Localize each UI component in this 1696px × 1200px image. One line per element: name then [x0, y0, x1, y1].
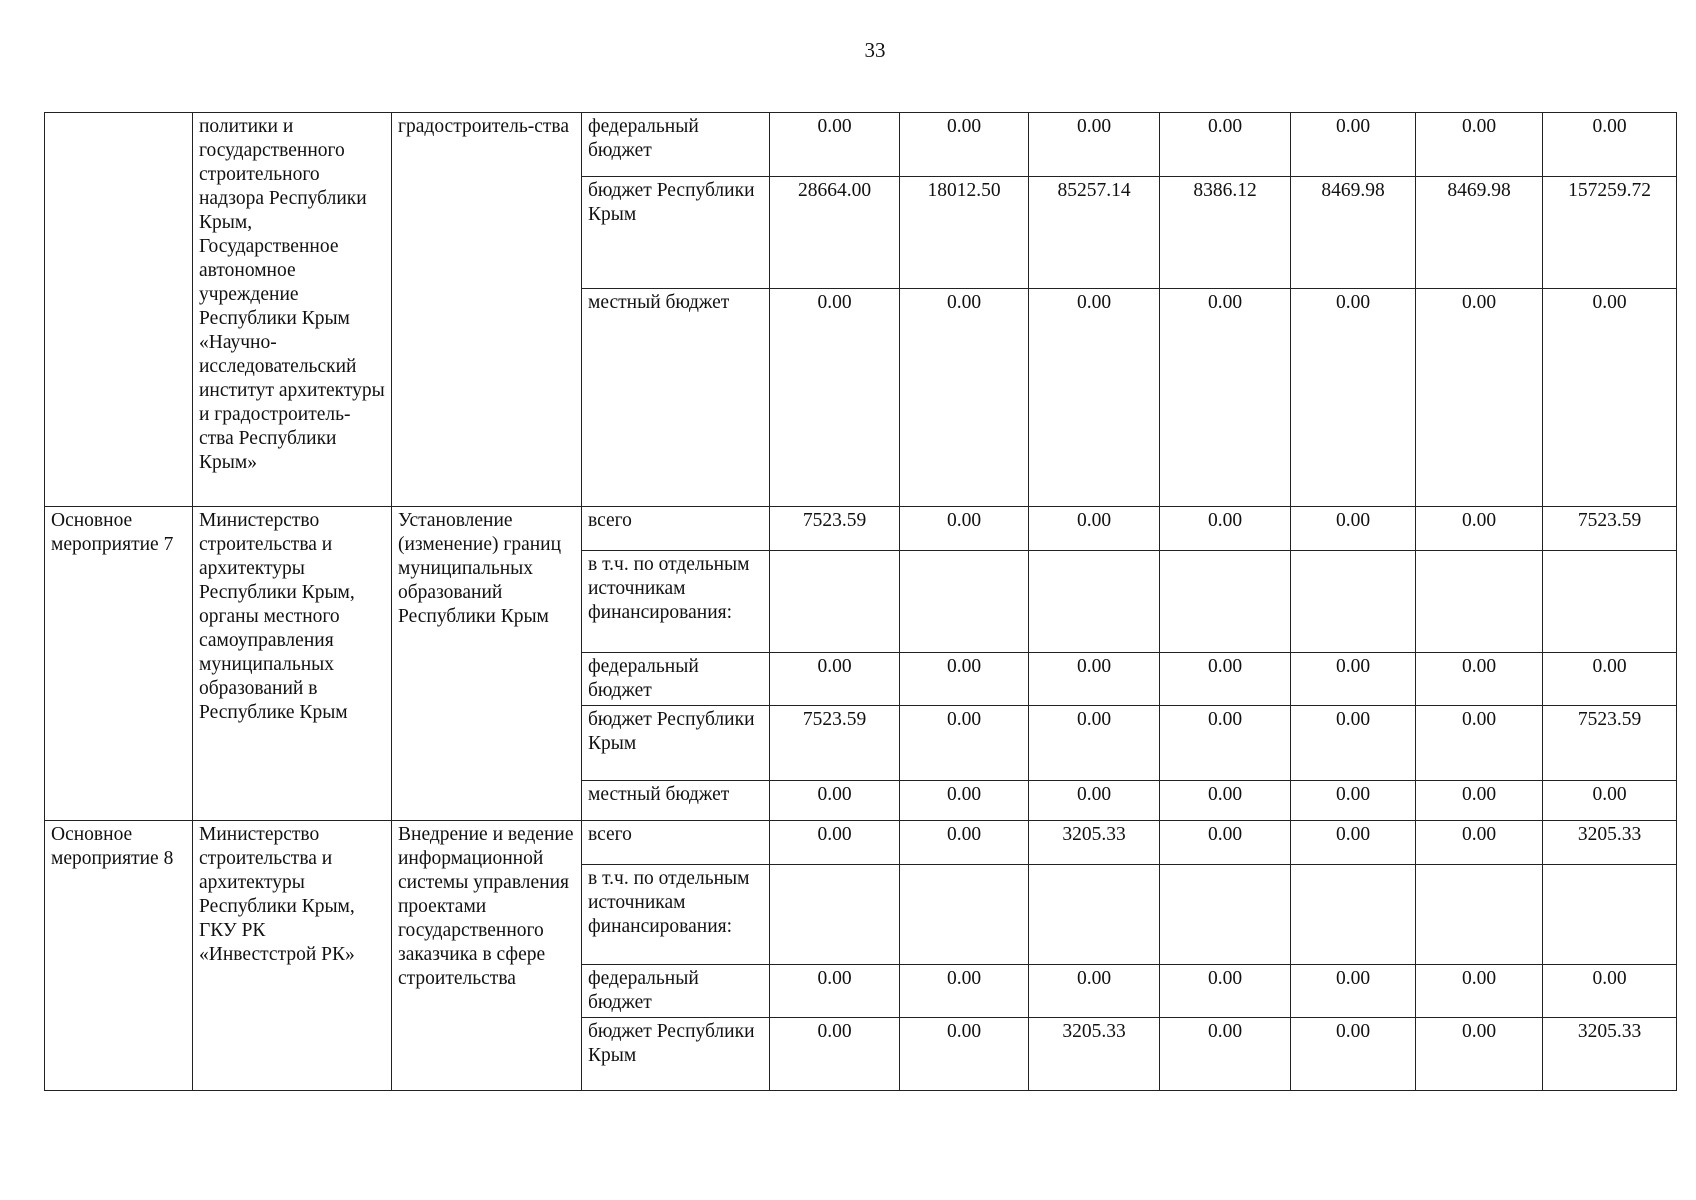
value-cell: 0.00 — [1160, 653, 1291, 706]
value-cell: 0.00 — [1029, 653, 1160, 706]
value-cell: 0.00 — [900, 706, 1029, 781]
value-cell: 8386.12 — [1160, 177, 1291, 289]
value-cell: 0.00 — [1029, 965, 1160, 1018]
total-value-cell: 3205.33 — [1543, 821, 1677, 865]
total-value-cell — [1543, 865, 1677, 965]
value-cell: 0.00 — [1416, 965, 1543, 1018]
value-cell: 0.00 — [900, 507, 1029, 551]
value-cell: 7523.59 — [770, 507, 900, 551]
value-cell: 0.00 — [1291, 113, 1416, 177]
value-cell — [1291, 551, 1416, 653]
event-cell: Основное мероприятие 8 — [45, 821, 193, 1091]
value-cell: 0.00 — [770, 965, 900, 1018]
executor-cell: Министерство строительства и архитектуры Республики Крым, ГКУ РК «Инвестстрой РК» — [193, 821, 392, 1091]
value-cell — [1291, 865, 1416, 965]
value-cell: 0.00 — [1160, 706, 1291, 781]
value-cell: 8469.98 — [1291, 177, 1416, 289]
value-cell: 0.00 — [1416, 113, 1543, 177]
value-cell: 0.00 — [1416, 507, 1543, 551]
total-value-cell: 0.00 — [1543, 781, 1677, 821]
value-cell: 0.00 — [1160, 289, 1291, 507]
value-cell: 0.00 — [1416, 781, 1543, 821]
value-cell: 0.00 — [1160, 965, 1291, 1018]
value-cell: 0.00 — [1291, 653, 1416, 706]
funding-source-cell: федеральный бюджет — [582, 113, 770, 177]
value-cell: 85257.14 — [1029, 177, 1160, 289]
funding-source-cell: всего — [582, 507, 770, 551]
funding-source-cell: бюджет Республики Крым — [582, 706, 770, 781]
executor-cell: политики и государственного строительного надзора Республики Крым, Государственное автономное учреждение Республики Крым «Научно-исследовательский институт архитектуры и градостроитель-ства Республики Крым» — [193, 113, 392, 507]
value-cell: 0.00 — [900, 965, 1029, 1018]
value-cell — [1029, 551, 1160, 653]
value-cell: 0.00 — [770, 289, 900, 507]
total-value-cell: 7523.59 — [1543, 706, 1677, 781]
value-cell — [1029, 865, 1160, 965]
value-cell: 0.00 — [1160, 507, 1291, 551]
value-cell: 0.00 — [900, 1018, 1029, 1091]
page-number: 33 — [864, 38, 886, 62]
executor-cell: Министерство строительства и архитектуры Республики Крым, органы местного самоуправления муниципальных образований в Республике Крым — [193, 507, 392, 821]
value-cell: 0.00 — [1291, 289, 1416, 507]
value-cell: 0.00 — [900, 821, 1029, 865]
total-value-cell: 3205.33 — [1543, 1018, 1677, 1091]
table-body — [45, 113, 1677, 1091]
value-cell — [770, 551, 900, 653]
value-cell: 0.00 — [1029, 781, 1160, 821]
value-cell — [770, 865, 900, 965]
value-cell: 3205.33 — [1029, 1018, 1160, 1091]
event-cell: Основное мероприятие 7 — [45, 507, 193, 821]
value-cell: 0.00 — [1291, 965, 1416, 1018]
funding-source-cell: в т.ч. по отдельным источникам финансирования: — [582, 551, 770, 653]
value-cell: 0.00 — [770, 113, 900, 177]
value-cell: 0.00 — [770, 653, 900, 706]
value-cell: 0.00 — [1160, 781, 1291, 821]
value-cell: 28664.00 — [770, 177, 900, 289]
value-cell: 18012.50 — [900, 177, 1029, 289]
total-value-cell: 157259.72 — [1543, 177, 1677, 289]
value-cell — [1160, 551, 1291, 653]
total-value-cell: 7523.59 — [1543, 507, 1677, 551]
value-cell — [900, 865, 1029, 965]
total-value-cell: 0.00 — [1543, 965, 1677, 1018]
value-cell: 0.00 — [1416, 289, 1543, 507]
funding-source-cell: бюджет Республики Крым — [582, 1018, 770, 1091]
value-cell: 0.00 — [1416, 653, 1543, 706]
value-cell: 0.00 — [770, 821, 900, 865]
value-cell — [1416, 865, 1543, 965]
activity-cell: градостроитель-ства — [392, 113, 582, 507]
activity-cell: Внедрение и ведение информационной системы управления проектами государственного заказчика в сфере строительства — [392, 821, 582, 1091]
total-value-cell: 0.00 — [1543, 289, 1677, 507]
value-cell: 0.00 — [770, 1018, 900, 1091]
value-cell — [1160, 865, 1291, 965]
value-cell: 8469.98 — [1416, 177, 1543, 289]
funding-source-cell: федеральный бюджет — [582, 653, 770, 706]
value-cell: 0.00 — [1291, 507, 1416, 551]
value-cell: 0.00 — [1291, 821, 1416, 865]
funding-source-cell: местный бюджет — [582, 781, 770, 821]
value-cell: 3205.33 — [1029, 821, 1160, 865]
value-cell: 0.00 — [1416, 821, 1543, 865]
value-cell — [900, 551, 1029, 653]
value-cell: 0.00 — [1029, 113, 1160, 177]
value-cell — [1416, 551, 1543, 653]
funding-source-cell: всего — [582, 821, 770, 865]
value-cell: 0.00 — [1416, 706, 1543, 781]
value-cell: 0.00 — [1291, 1018, 1416, 1091]
funding-source-cell: федеральный бюджет — [582, 965, 770, 1018]
total-value-cell: 0.00 — [1543, 113, 1677, 177]
value-cell: 0.00 — [1029, 507, 1160, 551]
value-cell: 0.00 — [900, 289, 1029, 507]
budget-table — [44, 112, 1677, 1091]
activity-cell: Установление (изменение) границ муниципальных образований Республики Крым — [392, 507, 582, 821]
table-row — [45, 507, 1677, 551]
total-value-cell: 0.00 — [1543, 653, 1677, 706]
value-cell: 0.00 — [900, 781, 1029, 821]
value-cell: 0.00 — [900, 113, 1029, 177]
value-cell: 0.00 — [1416, 1018, 1543, 1091]
value-cell: 0.00 — [1160, 113, 1291, 177]
value-cell: 0.00 — [1291, 706, 1416, 781]
value-cell: 0.00 — [770, 781, 900, 821]
table-row — [45, 113, 1677, 177]
event-cell — [45, 113, 193, 507]
value-cell: 0.00 — [1160, 821, 1291, 865]
value-cell: 7523.59 — [770, 706, 900, 781]
table-row — [45, 821, 1677, 865]
value-cell: 0.00 — [1029, 706, 1160, 781]
funding-source-cell: местный бюджет — [582, 289, 770, 507]
total-value-cell — [1543, 551, 1677, 653]
funding-source-cell: в т.ч. по отдельным источникам финансирования: — [582, 865, 770, 965]
value-cell: 0.00 — [1029, 289, 1160, 507]
value-cell: 0.00 — [1291, 781, 1416, 821]
funding-source-cell: бюджет Республики Крым — [582, 177, 770, 289]
value-cell: 0.00 — [1160, 1018, 1291, 1091]
value-cell: 0.00 — [900, 653, 1029, 706]
